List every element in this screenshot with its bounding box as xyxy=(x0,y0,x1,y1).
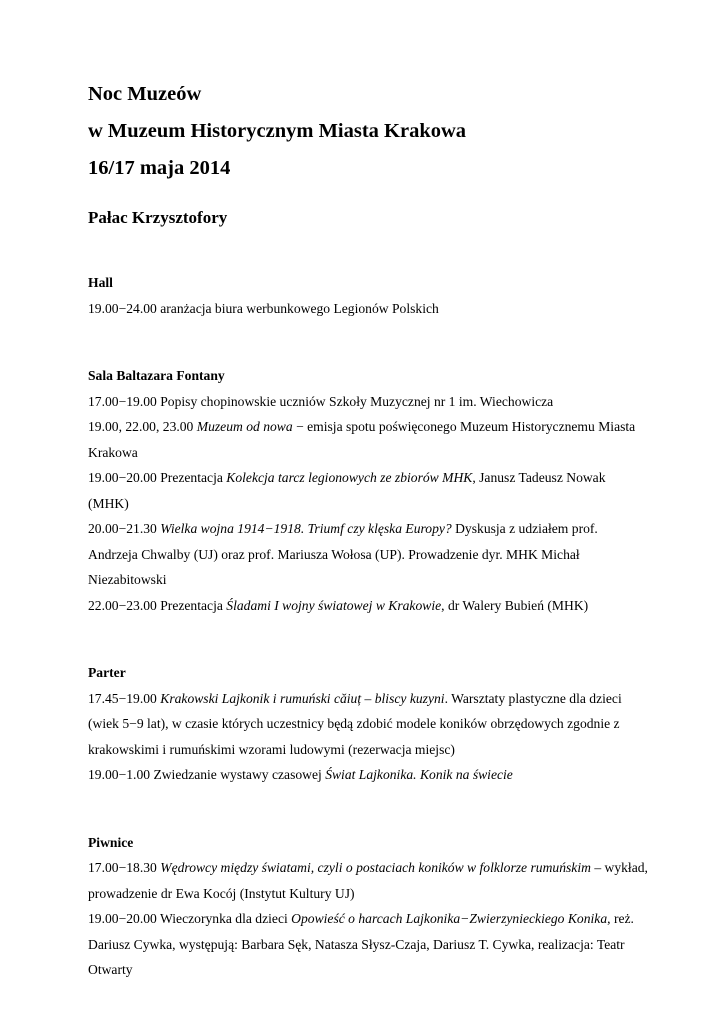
program-item-text: , Janusz Tadeusz Nowak (MHK) xyxy=(88,470,606,511)
title-line-museum: w Muzeum Historycznym Miasta Krakowa xyxy=(88,120,467,142)
program-item-text: , dr Walery Bubień (MHK) xyxy=(441,597,589,613)
program-item-title: Świat Lajkonika. Konik na świecie xyxy=(325,767,513,782)
program-item-text: 17.45−19.00 xyxy=(88,690,161,706)
program-section xyxy=(88,660,648,788)
program-item xyxy=(88,686,648,763)
program-section xyxy=(88,363,648,618)
program-section xyxy=(88,830,648,983)
program-item-text: 19.00−20.00 Prezentacja xyxy=(88,470,227,485)
program-item-title: Kolekcja tarcz legionowych ze zbiorów MHK xyxy=(226,470,473,485)
program-item-title: Opowieść o harcach Lajkonika−Zwierzynieckiego Konika xyxy=(291,911,608,926)
program-item-title: Wielka wojna 1914−1918. Triumf czy klęska Europy? xyxy=(160,521,452,536)
document-content xyxy=(88,84,648,983)
program-item xyxy=(88,296,648,322)
program-item-text: − emisja spotu poświęconego Muzeum Historycznemu Miasta Krakowa xyxy=(88,419,636,460)
room-heading: Hall xyxy=(88,275,113,290)
program-item xyxy=(88,762,648,788)
program-item-text: 20.00−21.30 xyxy=(88,521,161,536)
program-item-title: Wędrowcy między światami, czyli o postaciach koników w folklorze rumuńskim xyxy=(160,860,591,875)
program-item-title: Krakowski Lajkonik i rumuński căiuț – bliscy kuzyni xyxy=(160,690,445,706)
program-section xyxy=(88,270,648,321)
venue-heading: Pałac Krzysztofory xyxy=(88,208,228,227)
title-line-date: 16/17 maja 2014 xyxy=(88,157,231,179)
program-item-text: – wykład, prowadzenie dr Ewa Kocój (Instytut Kultury UJ) xyxy=(88,860,648,901)
room-heading: Piwnice xyxy=(88,834,134,850)
program-item-title: Śladami I wojny światowej w Krakowie xyxy=(226,597,442,613)
title-line-event: Noc Muzeów xyxy=(88,83,202,105)
program-item-text: , reż. Dariusz Cywka, występują: Barbara Sęk, Natasza Słysz-Czaja, Dariusz T. Cywka, realizacja: Teatr Otwarty xyxy=(88,911,634,977)
room-heading: Parter xyxy=(88,665,126,680)
program-item xyxy=(88,516,648,593)
document-title xyxy=(88,84,648,195)
program-item-text: 22.00−23.00 Prezentacja xyxy=(88,597,227,613)
program-item-text: Dyskusja z udziałem prof. Andrzeja Chwalby (UJ) oraz prof. Mariusza Wołosa (UP). Prowadzenie dyr. MHK Michał Niezabitowski xyxy=(88,521,598,587)
program-item xyxy=(88,465,648,516)
room-heading: Sala Baltazara Fontany xyxy=(88,368,225,383)
program-sections xyxy=(88,270,648,983)
program-item-title: Muzeum od nowa xyxy=(196,419,293,434)
program-item-text: 19.00−20.00 Wieczorynka dla dzieci xyxy=(88,911,292,926)
program-item-text: 19.00−24.00 aranżacja biura werbunkowego Legionów Polskich xyxy=(88,300,439,316)
program-item-text: 19.00−1.00 Zwiedzanie wystawy czasowej xyxy=(88,767,326,782)
program-item-text: 17.00−19.00 Popisy chopinowskie uczniów Szkoły Muzycznej nr 1 im. Wiechowicza xyxy=(88,393,554,409)
program-item xyxy=(88,389,648,415)
program-item xyxy=(88,414,648,465)
program-item-text: 19.00, 22.00, 23.00 xyxy=(88,419,197,434)
program-item-text: . Warsztaty plastyczne dla dzieci (wiek 5−9 lat), w czasie których uczestnicy będą zdobić modele koników obrzędowych zgodnie z krakowskimi i rumuńskimi wzorami ludowymi (rezerwacja miejsc) xyxy=(88,690,622,757)
program-item-text: 17.00−18.30 xyxy=(88,860,161,875)
program-item xyxy=(88,855,648,906)
program-item xyxy=(88,906,648,983)
program-item xyxy=(88,593,648,619)
